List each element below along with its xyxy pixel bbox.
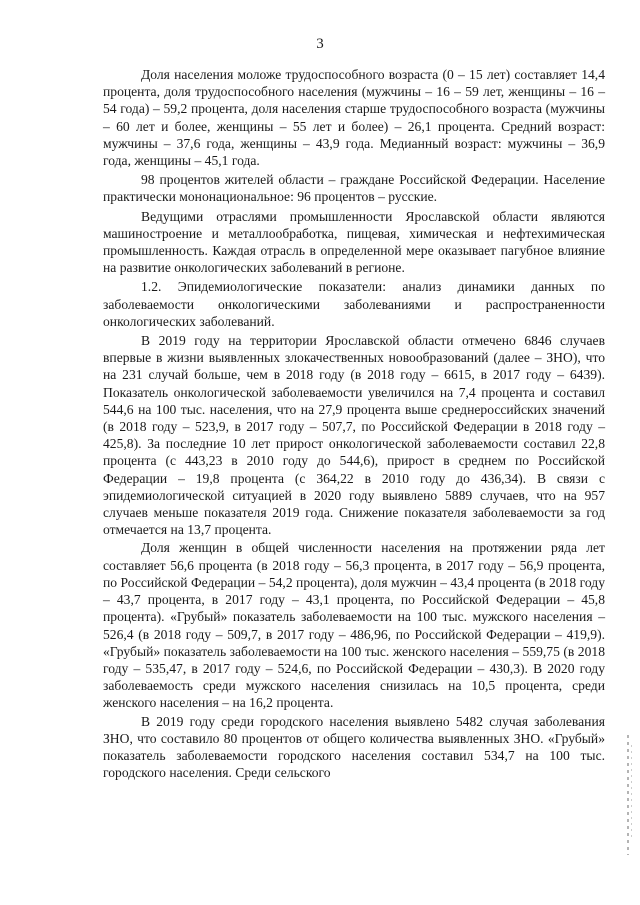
paragraph-citizenship: 98 процентов жителей области – граждане Российской Федерации. Население практически мононациональное: 96 процентов – русские. [103,172,605,205]
page-number: 3 [316,36,324,52]
scan-artifact [627,735,629,855]
section-heading-epidemiology: 1.2. Эпидемиологические показатели: анализ динамики данных по заболеваемости онкологическими заболеваниями и распространенности онкологических заболеваний. [103,279,605,329]
scan-artifact [631,745,632,840]
document-body [103,66,605,782]
paragraph-incidence-2019: В 2019 году на территории Ярославской области отмечено 6846 случаев впервые в жизни выявленных злокачественных новообразований (далее – ЗНО), что на 231 случай больше, чем в 2018 году (в 2018 году – 6615, в 2017 году – 6439). Показатель онкологической заболеваемости увеличился на 7,4 процента и составил 544,6 на 100 тыс. населения, что на 27,9 процента выше среднероссийских значений (в 2018 году – 523,9, в 2017 году – 507,7, по Российской Федерации в 2018 году – 425,8). За последние 10 лет прирост онкологической заболеваемости составил 22,8 процента (с 443,23 в 2010 году до 544,6), прирост в среднем по Российской Федерации – 19,8 процента (с 364,22 в 2010 году до 436,34). В связи с эпидемиологической ситуацией в 2020 году выявлено 5889 случаев, что на 957 случаев меньше показателя 2019 года. Снижение показателя заболеваемости за год отмечается на 13,7 процента. [103,333,605,538]
paragraph-urban-incidence: В 2019 году среди городского населения выявлено 5482 случая заболевания ЗНО, что составило 80 процентов от общего количества выявленных ЗНО. «Грубый» показатель заболеваемости городского населения составил 534,7 на 100 тыс. городского населения. Среди сельского [103,713,605,781]
paragraph-gender-incidence: Доля женщин в общей численности населения на протяжении ряда лет составляет 56,6 процента (в 2018 году – 56,3 процента, в 2017 году – 56,9 процента, по Российской Федерации – 54,2 процента), доля мужчин – 43,4 процента (в 2018 году – 43,7 процента, в 2017 году – 43,1 процента, по Российской Федерации – 45,8 процента). «Грубый» показатель заболеваемости на 100 тыс. мужского населения – 526,4 (в 2018 году – 509,7, в 2017 году – 486,96, по Российской Федерации – 419,9). «Грубый» показатель заболеваемости на 100 тыс. женского населения – 559,75 (в 2018 году – 535,47, в 2017 году – 524,6, по Российской Федерации – 430,3). В 2020 году заболеваемость среди мужского населения снизилась на 10,5 процента, среди женского населения – на 16,2 процента. [103,540,605,711]
paragraph-industry: Ведущими отраслями промышленности Ярославской области являются машиностроение и металлообработка, пищевая, химическая и нефтехимическая промышленность. Каждая отрасль в определенной мере оказывает пагубное влияние на развитие онкологических заболеваний в регионе. [103,208,605,276]
paragraph-age-structure: Доля населения моложе трудоспособного возраста (0 – 15 лет) составляет 14,4 процента, доля трудоспособного населения (мужчины – 16 – 59 лет, женщины – 16 – 54 года) – 59,2 процента, доля населения старше трудоспособного возраста (мужчины – 60 лет и более, женщины – 55 лет и более) – 26,1 процента. Средний возраст: мужчины – 37,6 года, женщины – 43,9 года. Медианный возраст: мужчины – 36,9 года, женщины – 45,1 года. [103,67,605,169]
